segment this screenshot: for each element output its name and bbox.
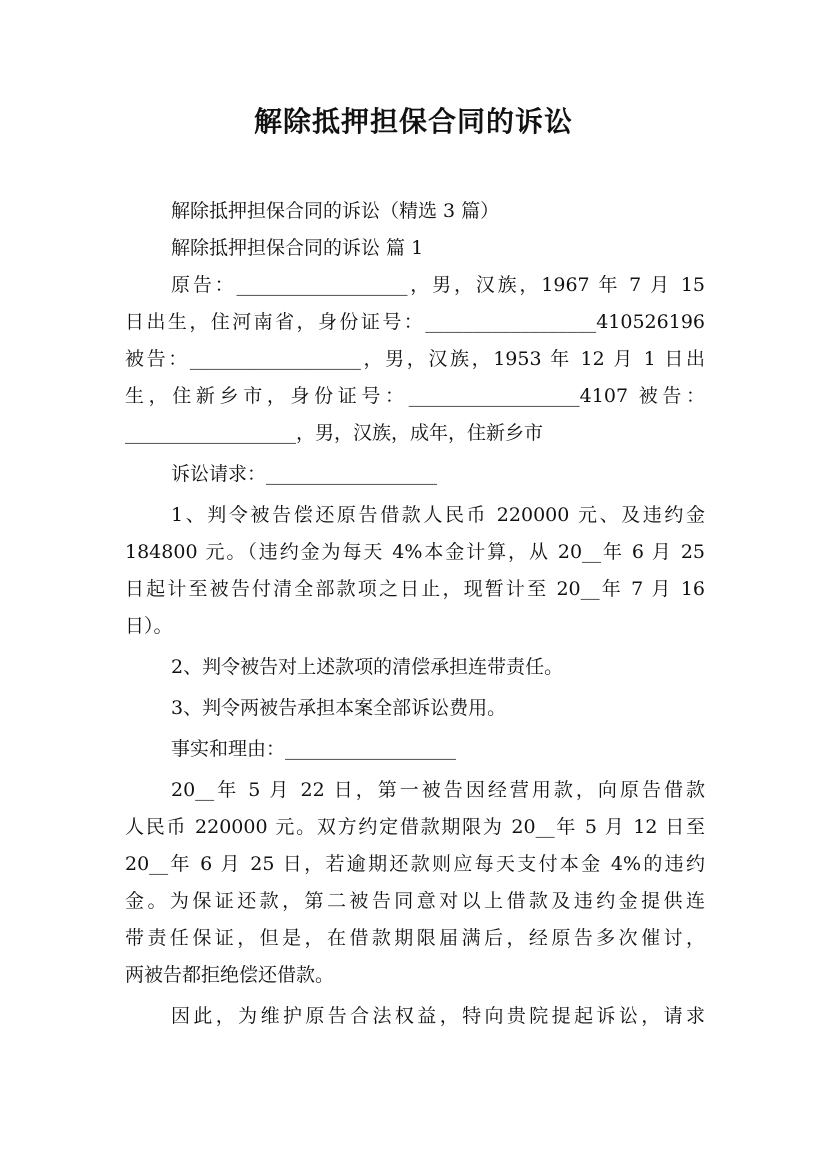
text-line: 1、判令被告偿还原告借款人民币 220000 元、及违约金 bbox=[171, 504, 705, 526]
text-line: 184800 元。（违约金为每天 4%本金计算，从 20__年 6 月 25 bbox=[125, 541, 705, 563]
document-body bbox=[125, 193, 705, 1035]
text-line: 原告：__________________，男，汉族，1967 年 7 月 15 bbox=[171, 274, 705, 296]
text-line: 两被告都拒绝偿还借款。 bbox=[125, 964, 335, 986]
text-line: 3、判令两被告承担本案全部诉讼费用。 bbox=[171, 697, 507, 719]
text-line: 日）。 bbox=[125, 615, 173, 637]
text-line: 2、判令被告对上述款项的清偿承担连带责任。 bbox=[171, 656, 564, 678]
text-line: 事实和理由：__________________ bbox=[171, 738, 457, 760]
text-line: 被告：__________________，男，汉族，1953 年 12 月 1 日出 bbox=[125, 348, 705, 370]
text-line: 生，住新乡市，身份证号：__________________4107 被告： bbox=[125, 385, 705, 407]
text-line: 20__年 6 月 25 日，若逾期还款则应每天支付本金 4%的违约 bbox=[125, 853, 705, 875]
text-line: 人民币 220000 元。双方约定借款期限为 20__年 5 月 12 日至 bbox=[125, 816, 705, 838]
text-line: 日起计至被告付清全部款项之日止，现暂计至 20__年 7 月 16 bbox=[125, 578, 705, 600]
text-line: 因此，为维护原告合法权益，特向贵院提起诉讼，请求 bbox=[171, 1005, 705, 1027]
text-line: 解除抵押担保合同的诉讼（精选 3 篇） bbox=[171, 200, 500, 222]
text-line: __________________，男，汉族，成年，住新乡市 bbox=[125, 422, 544, 444]
document-title: 解除抵押担保合同的诉讼 bbox=[253, 105, 573, 138]
text-line: 金。为保证还款，第二被告同意对以上借款及违约金提供连 bbox=[125, 890, 705, 912]
text-line: 诉讼请求：__________________ bbox=[171, 463, 438, 485]
text-line: 日出生，住河南省，身份证号：__________________410526196 bbox=[125, 311, 705, 333]
text-line: 20__年 5 月 22 日，第一被告因经营用款，向原告借款 bbox=[171, 779, 705, 801]
text-line: 解除抵押担保合同的诉讼 篇 1 bbox=[171, 237, 424, 259]
text-line: 带责任保证，但是，在借款期限届满后，经原告多次催讨， bbox=[125, 927, 705, 949]
